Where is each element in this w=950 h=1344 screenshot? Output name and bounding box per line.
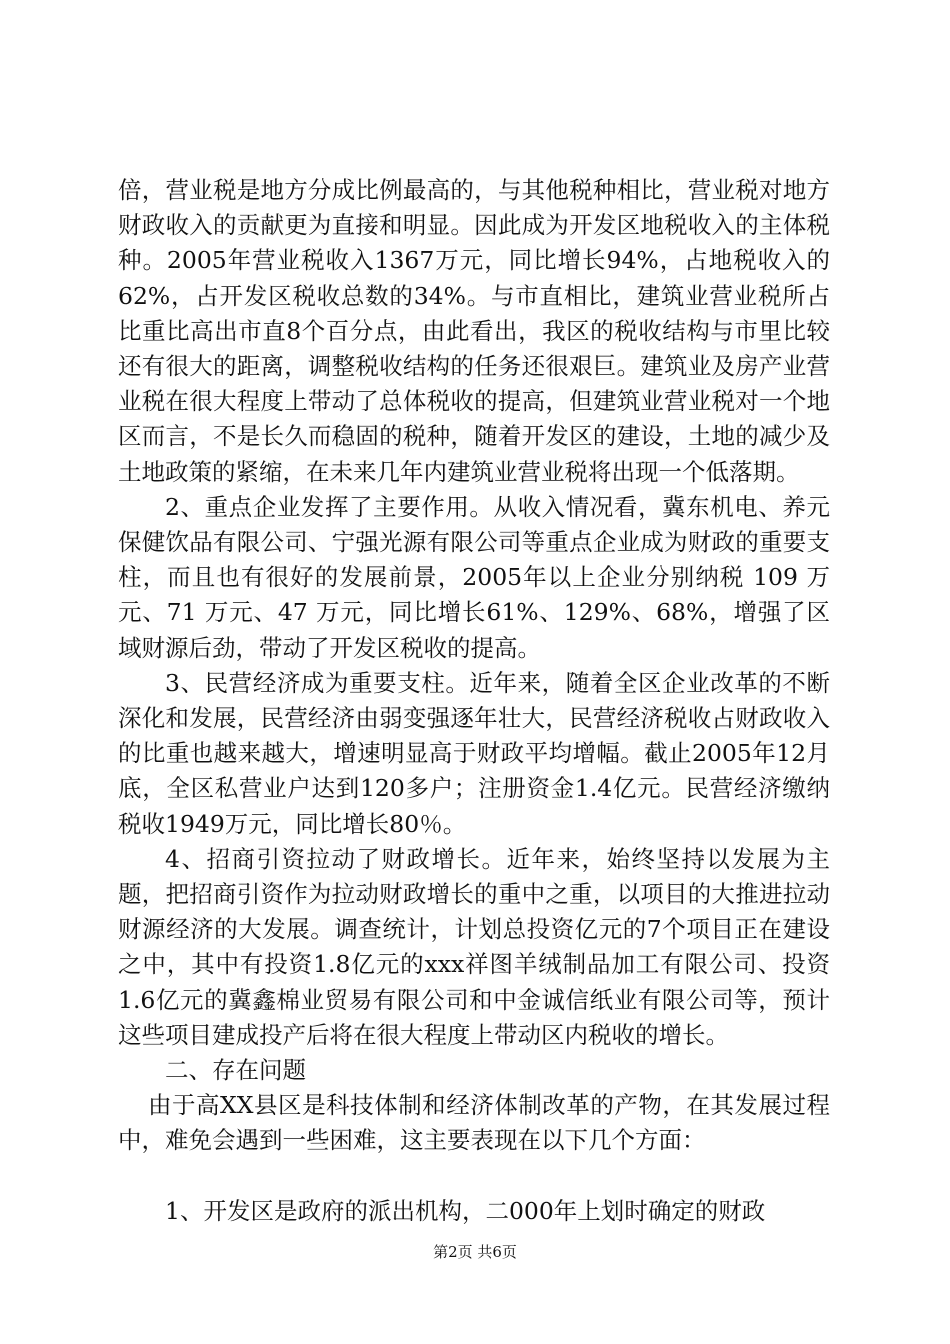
paragraph-key-enterprises: 2、重点企业发挥了主要作用。从收入情况看，冀东机电、养元保健饮品有限公司、宁强光源有限公司等重点企业成为财政的重要支柱，而且也有很好的发展前景，2005年以上企业分别纳税 109 万元、71 万元、47 万元，同比增长61%、129%、68%，增强了区域财源后劲，带动了开发区税收的提高。: [118, 492, 830, 662]
document-body: [118, 173, 830, 1229]
page-number-footer: 第2页 共6页: [433, 1243, 517, 1261]
paragraph-problem-1: 1、开发区是政府的派出机构，二000年上划时确定的财政: [165, 1196, 766, 1225]
paragraph-business-tax: 倍，营业税是地方分成比例最高的，与其他税种相比，营业税对地方财政收入的贡献更为直接和明显。因此成为开发区地税收入的主体税种。2005年营业税收入1367万元，同比增长94%，占地税收入的62%，占开发区税收总数的34%。与市直相比，建筑业营业税所占比重比高出市直8个百分点，由此看出，我区的税收结构与市里比较还有很大的距离，调整税收结构的任务还很艰巨。建筑业及房产业营业税在很大程度上带动了总体税收的提高，但建筑业营业税对一个地区而言，不是长久而稳固的税种，随着开发区的建设，土地的减少及土地政策的紧缩，在未来几年内建筑业营业税将出现一个低落期。: [118, 176, 830, 486]
section-heading-problems: 二、存在问题: [165, 1056, 306, 1085]
paragraph-problems-intro: 由于高XX县区是科技体制和经济体制改革的产物，在其发展过程中，难免会遇到一些困难，这主要表现在以下几个方面：: [118, 1091, 830, 1155]
paragraph-investment: 4、招商引资拉动了财政增长。近年来，始终坚持以发展为主题，把招商引资作为拉动财政增长的重中之重，以项目的大推进拉动财源经济的大发展。调查统计，计划总投资亿元的7个项目正在建设之中，其中有投资1.8亿元的xxx祥图羊绒制品加工有限公司、投资1.6亿元的冀鑫棉业贸易有限公司和中金诚信纸业有限公司等，预计这些项目建成投产后将在很大程度上带动区内税收的增长。: [118, 844, 830, 1049]
paragraph-private-economy: 3、民营经济成为重要支柱。近年来，随着全区企业改革的不断深化和发展，民营经济由弱变强逐年壮大，民营经济税收占财政收入的比重也越来越大，增速明显高于财政平均增幅。截止2005年12月底，全区私营业户达到120多户；注册资金1.4亿元。民营经济缴纳税收1949万元，同比增长80％。: [118, 668, 830, 838]
